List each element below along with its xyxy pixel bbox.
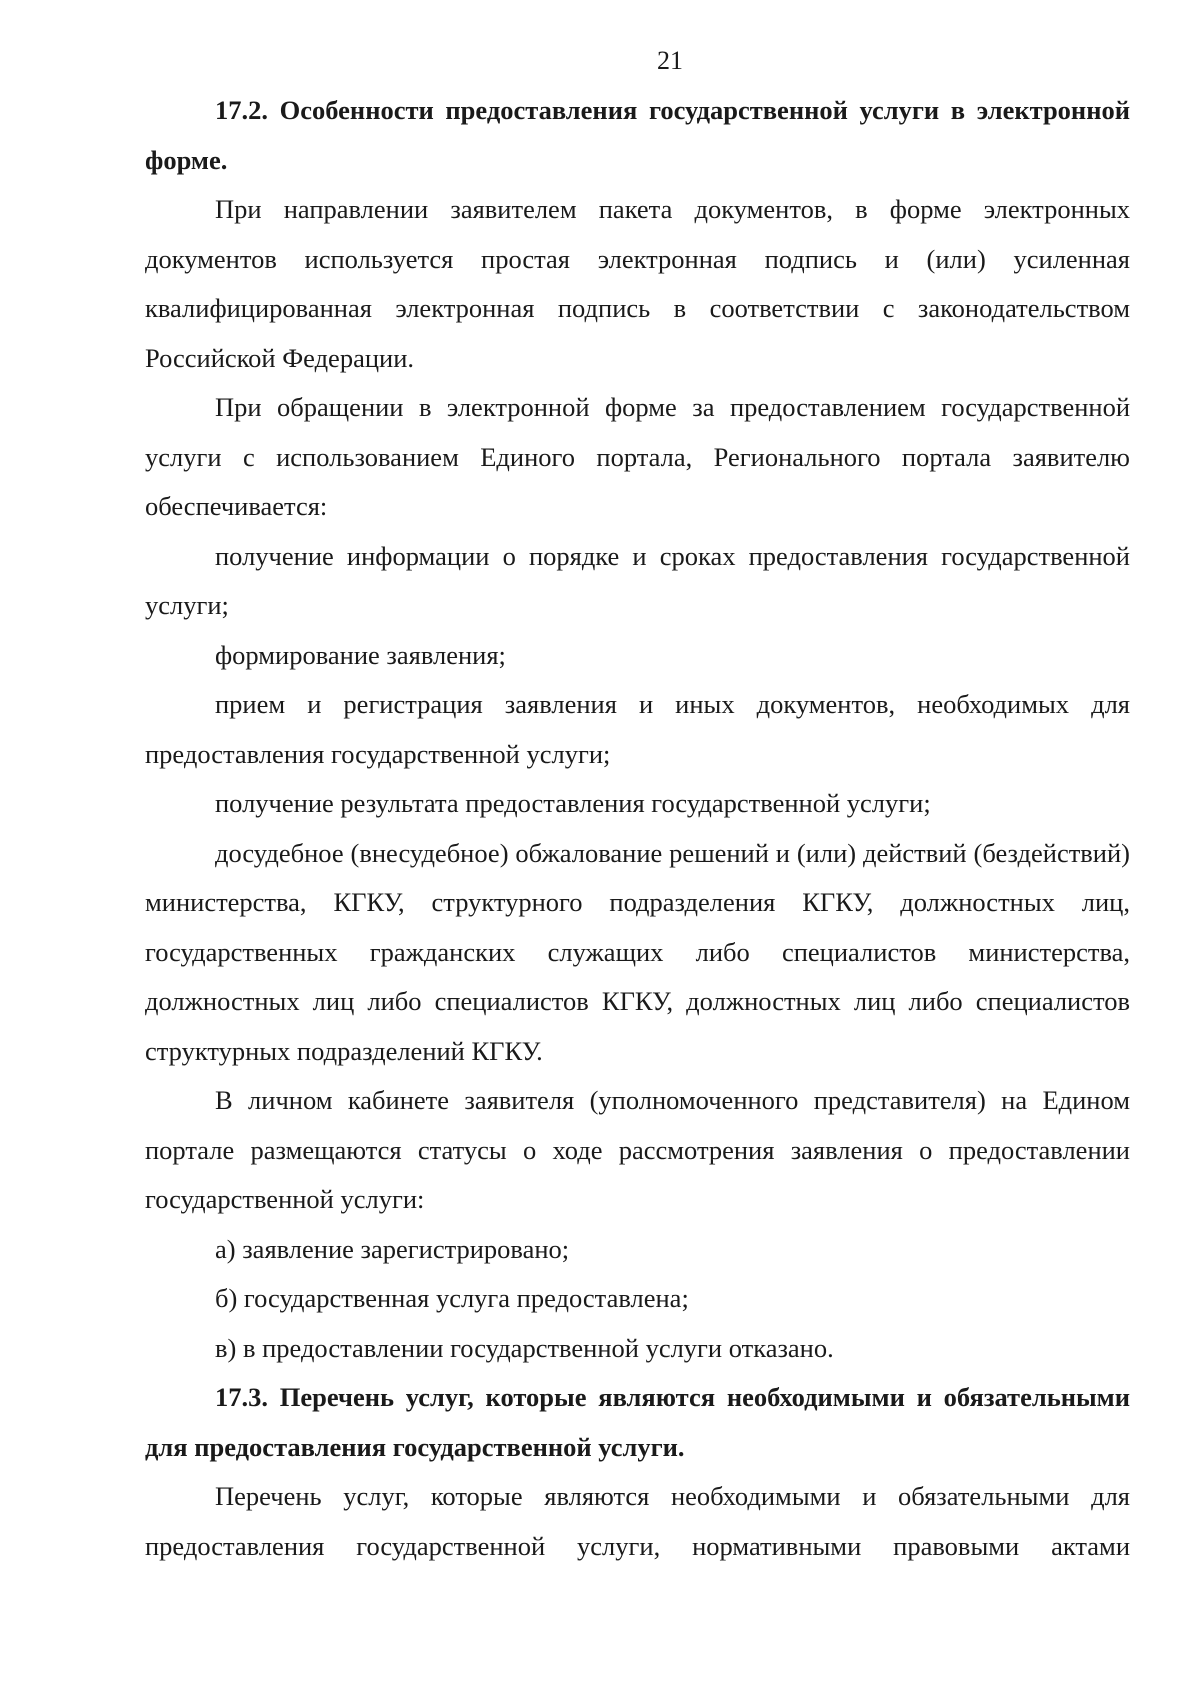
list-item: получение информации о порядке и сроках предоставления государственной услуги;	[145, 540, 1130, 620]
list-item: прием и регистрация заявления и иных документов, необходимых для предоставления государственной услуги;	[145, 689, 1130, 769]
section-heading-17-3: 17.3. Перечень услуг, которые являются необходимыми и обязательными для предоставления государственной услуги.	[145, 1382, 1130, 1462]
paragraph: Перечень услуг, которые являются необходимыми и обязательными для предоставления государственной услуги, нормативными правовыми актами	[145, 1481, 1130, 1561]
status-item: б) государственная услуга предоставлена;	[215, 1283, 689, 1313]
section-heading-17-2: 17.2. Особенности предоставления государственной услуги в электронной форме.	[145, 95, 1130, 175]
paragraph: При обращении в электронной форме за предоставлением государственной услуги с использованием Единого портала, Регионального портала заявителю обеспечивается:	[145, 392, 1130, 521]
status-item: в) в предоставлении государственной услуги отказано.	[215, 1332, 834, 1363]
paragraph: При направлении заявителем пакета документов, в форме электронных документов используется простая электронная подпись и (или) усиленная квалифицированная электронная подпись в соответствии с законодательством Российской Федерации.	[145, 194, 1130, 373]
list-item: получение результата предоставления государственной услуги;	[215, 788, 931, 818]
paragraph: В личном кабинете заявителя (уполномоченного представителя) на Едином портале размещаются статусы о ходе рассмотрения заявления о предоставлении государственной услуги:	[145, 1085, 1130, 1214]
status-item: а) заявление зарегистрировано;	[215, 1233, 570, 1264]
list-item: досудебное (внесудебное) обжалование решений и (или) действий (бездействий) министерства, КГКУ, структурного подразделения КГКУ, должностных лиц, государственных гражданских служащих либо специалистов министерства, должностных лиц либо специалистов КГКУ, должностных лиц либо специалистов структурных подразделений КГКУ.	[145, 837, 1130, 1066]
document-body	[145, 86, 1130, 1571]
page-number: 21	[657, 46, 683, 75]
list-item: формирование заявления;	[215, 639, 506, 670]
